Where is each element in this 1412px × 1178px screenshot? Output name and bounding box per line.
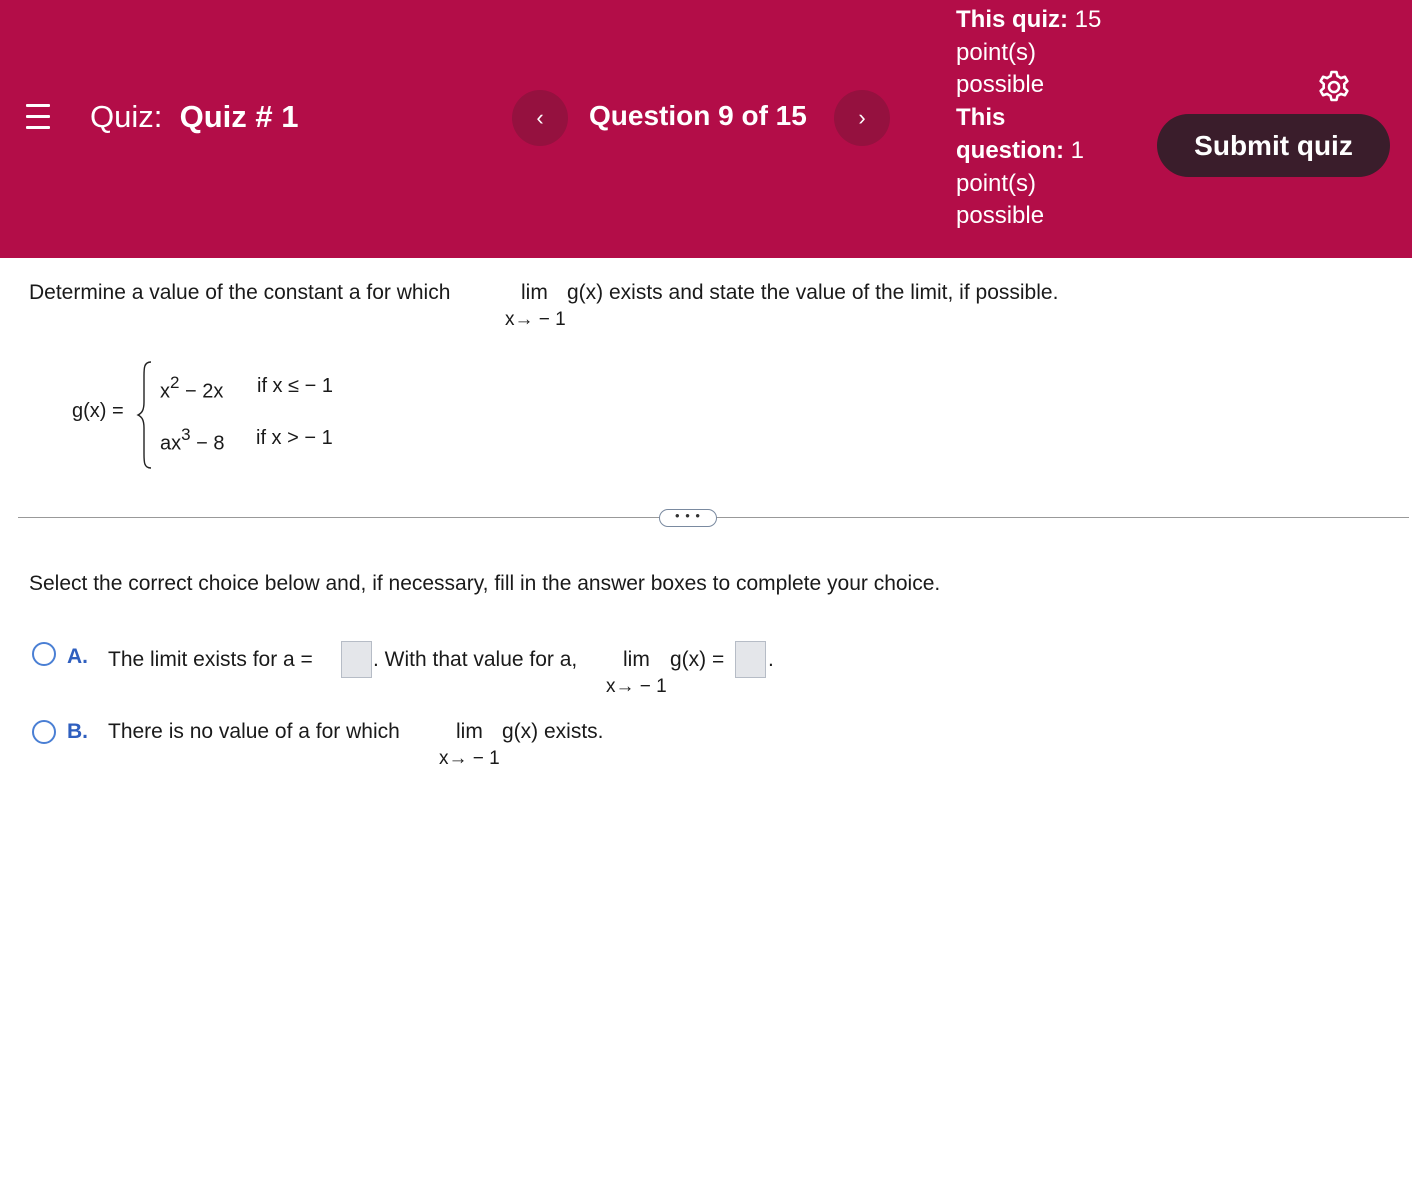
previous-question-button[interactable] [512,90,568,146]
hamburger-menu-icon[interactable] [26,104,50,130]
question-counter: Question 9 of 15 [589,100,807,131]
quiz-title [90,99,298,135]
choice-b-text-2: g(x) exists. [502,720,604,743]
submit-quiz-button[interactable]: Submit quiz [1157,114,1390,177]
question-lim-subscript: x→ − 1 [505,309,566,330]
choice-a-radio[interactable] [32,642,56,666]
answer-box-limit-value[interactable] [735,641,766,678]
function-name: g(x) = [72,400,124,422]
choice-a-text-2: . With that value for a, [373,648,578,671]
case1-condition: if x ≤ − 1 [257,375,334,397]
choice-b-letter: B. [67,720,88,743]
choice-a-lim: lim [623,648,650,671]
choice-a-text-3: g(x) = [670,648,725,671]
chevron-left-icon: ‹ [536,105,544,130]
piecewise-brace [136,360,156,470]
case1-expression: $x^2 - 2x$ [160,373,224,403]
gear-icon[interactable] [1316,69,1352,105]
case2-condition: if x > − 1 [256,427,333,449]
chevron-right-icon: › [858,105,866,130]
choice-a-letter: A. [67,645,88,668]
choice-b-lim-subscript: x→ − 1 [439,748,500,769]
quiz-title-prefix: Quiz: [90,99,163,134]
points-info [956,4,1116,233]
question-lim: lim [521,281,548,304]
quiz-name: Quiz # 1 [179,99,299,134]
next-question-button[interactable] [834,90,890,146]
quiz-header [0,0,1412,258]
question-points: This question: 1 point(s) possible [956,104,1085,230]
expand-more-button[interactable]: • • • [659,509,717,527]
case2-expression: $ax^3 - 8$ [160,425,225,455]
choice-b-radio[interactable] [32,720,56,744]
choice-b-lim: lim [456,720,483,743]
choice-b-text: There is no value of a for which [108,720,400,743]
question-prompt: Determine a value of the constant a for which [29,281,451,304]
instructions: Select the correct choice below and, if necessary, fill in the answer boxes to complete your choice. [29,572,941,595]
choice-a-period: . [768,648,774,671]
choice-a-lim-subscript: x→ − 1 [606,676,667,697]
choice-a-text: The limit exists for a = [108,648,313,671]
question-prompt-tail: g(x) exists and state the value of the limit, if possible. [567,281,1059,304]
quiz-points: This quiz: 15 point(s) possible [956,6,1102,99]
answer-box-a-value[interactable] [341,641,372,678]
